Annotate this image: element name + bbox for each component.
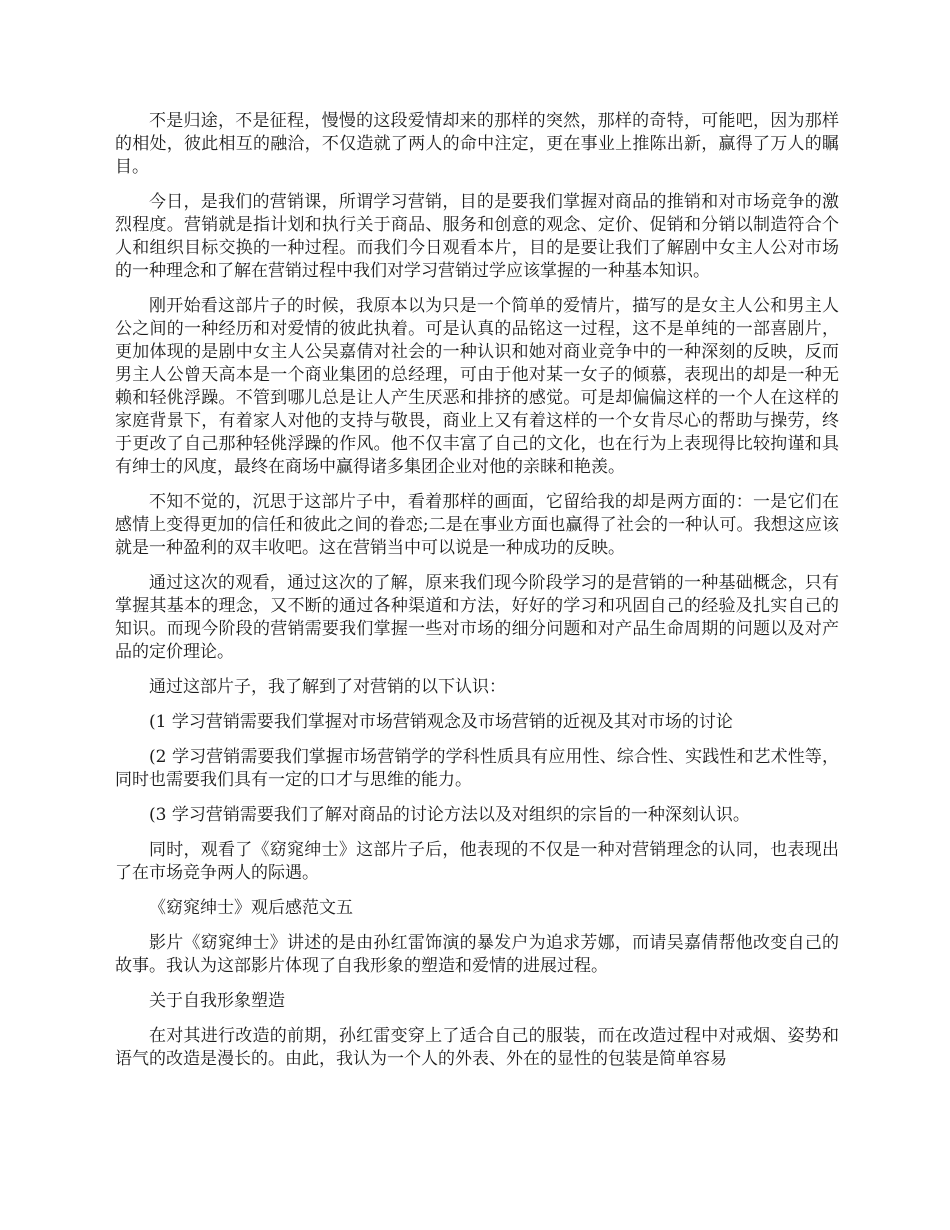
list-item-1: (1 学习营销需要我们掌握对市场营销观念及市场营销的近视及其对市场的讨论 [149,712,733,732]
paragraph-2: 今日，是我们的营销课，所谓学习营销，目的是要我们掌握对商品的推销和对市场竞争的激烈程度。营销就是指计划和执行关于商品、服务和创意的观念、定价、促销和分销以制造符合个人和组织目标交换的一种过程。而我们今日观看本片，目的是要让我们了解剧中女主人公对市场的一种理念和了解在营销过程中我们对学习营销过学应该掌握的一种基本知识。 [115,192,839,281]
document-page [115,110,839,1083]
paragraph-9: 在对其进行改造的前期，孙红雷变穿上了适合自己的服装，而在改造过程中对戒烟、姿势和语气的改造是漫长的。由此，我认为一个人的外表、外在的显性的包装是简单容易 [115,1026,839,1069]
section-heading: 《窈窕绅士》观后感范文五 [149,898,353,918]
paragraph-5: 通过这次的观看，通过这次的了解，原来我们现今阶段学习的是营销的一种基础概念，只有掌握其基本的理念，又不断的通过各种渠道和方法，好好的学习和巩固自己的经验及扎实自己的知识。而现今阶段的营销需要我们掌握一些对市场的细分问题和对产品生命周期的问题以及对产品的定价理论。 [115,573,839,662]
paragraph-7: 同时，观看了《窈窕绅士》这部片子后，他表现的不仅是一种对营销理念的认同，也表现出了在市场竞争两人的际遇。 [115,840,839,883]
subsection-heading: 关于自我形象塑造 [149,991,285,1011]
paragraph-4: 不知不觉的，沉思于这部片子中，看着那样的画面，它留给我的却是两方面的：一是它们在感情上变得更加的信任和彼此之间的眷恋;二是在事业方面也赢得了社会的一种认可。我想这应该就是一种盈利的双丰收吧。这在营销当中可以说是一种成功的反映。 [115,492,839,558]
list-item-3: (3 学习营销需要我们了解对商品的讨论方法以及对组织的宗旨的一种深刻认识。 [149,805,750,825]
paragraph-3: 刚开始看这部片子的时候，我原本以为只是一个简单的爱情片，描写的是女主人公和男主人公之间的一种经历和对爱情的彼此执着。可是认真的品铭这一过程，这不是单纯的一部喜剧片，更加体现的是剧中女主人公吴嘉倩对社会的一种认识和她对商业竞争中的一种深刻的反映，反而男主人公曾天高本是一个商业集团的总经理，可由于他对某一女子的倾慕，表现出的却是一种无赖和轻佻浮躁。不管到哪儿总是让人产生厌恶和排挤的感觉。可是却偏偏这样的一个人在这样的家庭背景下，有着家人对他的支持与敬畏，商业上又有着这样的一个女肯尽心的帮助与操劳，终于更改了自己那种轻佻浮躁的作风。他不仅丰富了自己的文化，也在行为上表现得比较拘谨和具有绅士的风度，最终在商场中赢得诸多集团企业对他的亲睐和艳羡。 [115,296,839,477]
paragraph-6: 通过这部片子，我了解到了对营销的以下认识： [149,677,506,697]
paragraph-8: 影片《窈窕绅士》讲述的是由孙红雷饰演的暴发户为追求芳娜，而请吴嘉倩帮他改变自己的故事。我认为这部影片体现了自我形象的塑造和爱情的进展过程。 [115,933,839,976]
list-item-2: (2 学习营销需要我们掌握市场营销学的学科性质具有应用性、综合性、实践性和艺术性等，同时也需要我们具有一定的口才与思维的能力。 [115,747,839,790]
paragraph-1: 不是归途，不是征程，慢慢的这段爱情却来的那样的突然，那样的奇特，可能吧，因为那样的相处，彼此相互的融洽，不仅造就了两人的命中注定，更在事业上推陈出新，赢得了万人的瞩目。 [115,111,839,177]
